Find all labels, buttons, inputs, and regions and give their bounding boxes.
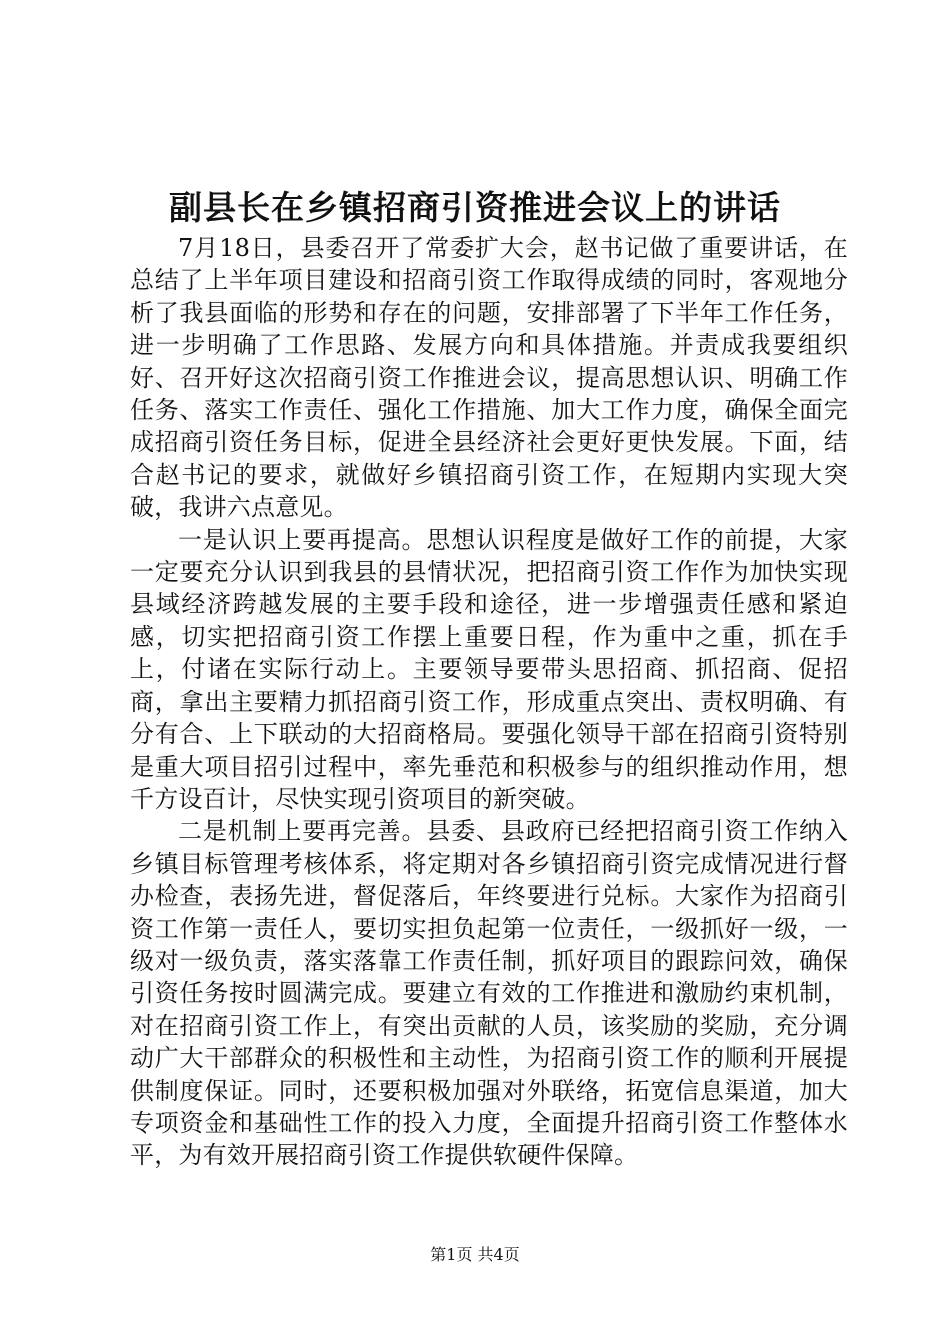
document-title: 副县长在乡镇招商引资推进会议上的讲话	[169, 188, 781, 227]
paragraph-point-one: 一是认识上要再提高。思想认识程度是做好工作的前提，大家一定要充分认识到我县的县情状况，把招商引资工作作为加快实现县域经济跨越发展的主要手段和途径，进一步增强责任感和紧迫感，切实把招商引资工作摆上重要日程，作为重中之重，抓在手上，付诸在实际行动上。主要领导要带头思招商、抓招商、促招商，拿出主要精力抓招商引资工作，形成重点突出、责权明确、有分有合、上下联动的大招商格局。要强化领导干部在招商引资特别是重大项目招引过程中，率先垂范和积极参与的组织推动作用，想千方设百计，尽快实现引资项目的新突破。	[130, 525, 848, 813]
document-body	[130, 232, 848, 1172]
paragraph-intro: 7月18日，县委召开了常委扩大会，赵书记做了重要讲话，在总结了上半年项目建设和招商引资工作取得成绩的同时，客观地分析了我县面临的形势和存在的问题，安排部署了下半年工作任务，进一步明确了工作思路、发展方向和具体措施。并责成我要组织好、召开好这次招商引资工作推进会议，提高思想认识、明确工作任务、落实工作责任、强化工作措施、加大工作力度，确保全面完成招商引资任务目标，促进全县经济社会更好更快发展。下面，结合赵书记的要求，就做好乡镇招商引资工作，在短期内实现大突破，我讲六点意见。	[130, 234, 848, 522]
page-footer: 第1页 共4页	[430, 1245, 520, 1264]
paragraph-point-two: 二是机制上要再完善。县委、县政府已经把招商引资工作纳入乡镇目标管理考核体系，将定期对各乡镇招商引资完成情况进行督办检查，表扬先进，督促落后，年终要进行兑标。大家作为招商引资工作第一责任人，要切实担负起第一位责任，一级抓好一级，一级对一级负责，落实落靠工作责任制，抓好项目的跟踪问效，确保引资任务按时圆满完成。要建立有效的工作推进和激励约束机制，对在招商引资工作上，有突出贡献的人员，该奖励的奖励，充分调动广大干部群众的积极性和主动性，为招商引资工作的顺利开展提供制度保证。同时，还要积极加强对外联络，拓宽信息渠道，加大专项资金和基础性工作的投入力度，全面提升招商引资工作整体水平，为有效开展招商引资工作提供软硬件保障。	[130, 817, 848, 1170]
